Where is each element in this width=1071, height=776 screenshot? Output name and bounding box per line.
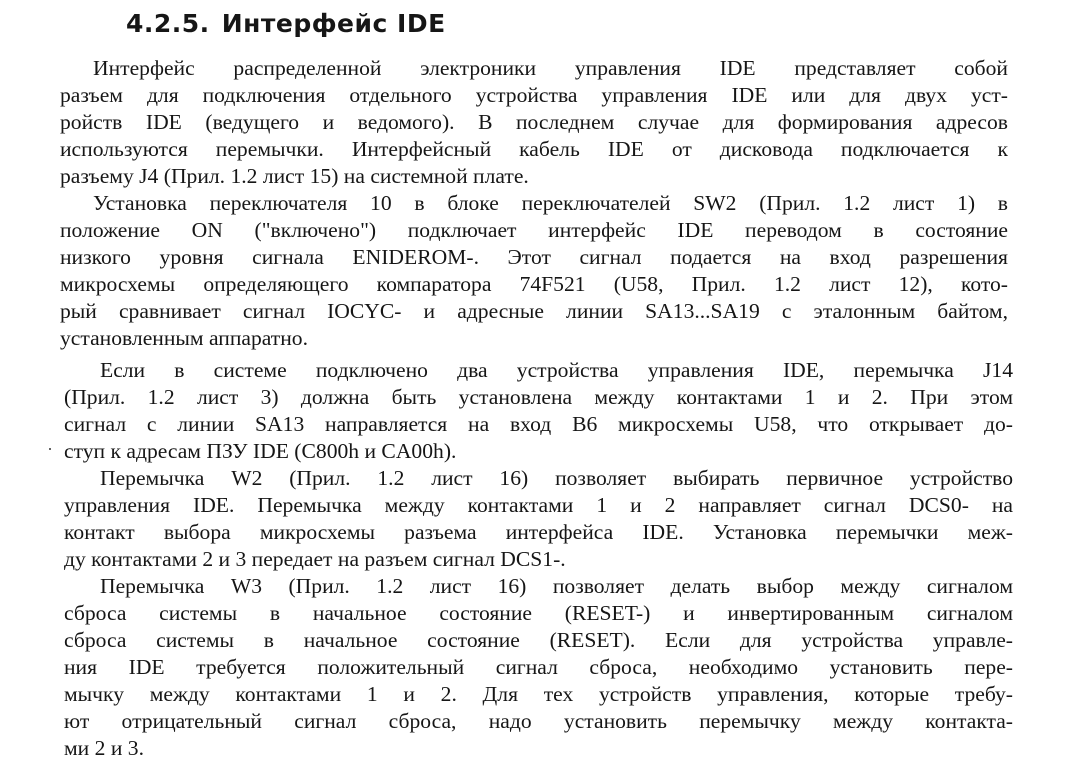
paragraph-line: Перемычка W2 (Прил. 1.2 лист 16) позволяет выбирать первичное устройство bbox=[100, 466, 1013, 490]
paragraph-line: ния IDE требуется положительный сигнал сброса, необходимо установить пере- bbox=[64, 655, 1013, 679]
paragraph-line: ступ к адресам ПЗУ IDE (C800h и CA00h). bbox=[64, 439, 457, 463]
paragraph-line: Интерфейс распределенной электроники управления IDE представляет собой bbox=[93, 56, 1008, 80]
paragraph-line: микросхемы определяющего компаратора 74F521 (U58, Прил. 1.2 лист 12), кото- bbox=[60, 272, 1008, 296]
paragraph-line: сброса системы в начальное состояние (RESET). Если для устройства управле- bbox=[64, 628, 1013, 652]
paragraph-line: установленным аппаратно. bbox=[60, 326, 308, 350]
paragraph-line: контакт выбора микросхемы разъема интерфейса IDE. Установка перемычки меж- bbox=[64, 520, 1013, 544]
paragraph-line: (Прил. 1.2 лист 3) должна быть установлена между контактами 1 и 2. При этом bbox=[64, 385, 1013, 409]
paragraph-line: ройств IDE (ведущего и ведомого). В последнем случае для формирования адресов bbox=[60, 110, 1008, 134]
paragraph-line: ду контактами 2 и 3 передает на разъем сигнал DCS1-. bbox=[64, 547, 566, 571]
paragraph-line: мычку между контактами 1 и 2. Для тех устройств управления, которые требу- bbox=[64, 682, 1013, 706]
scan-speck bbox=[49, 448, 51, 450]
paragraph-line: положение ON ("включено") подключает интерфейс IDE переводом в состояние bbox=[60, 218, 1008, 242]
paragraph-line: используются перемычки. Интерфейсный кабель IDE от дисковода подключается к bbox=[60, 137, 1008, 161]
paragraph-line: сигнал с линии SA13 направляется на вход B6 микросхемы U58, что открывает до- bbox=[64, 412, 1013, 436]
paragraph-line: ют отрицательный сигнал сброса, надо установить перемычку между контакта- bbox=[64, 709, 1013, 733]
paragraph-line: рый сравнивает сигнал IOCYC- и адресные линии SA13...SA19 с эталонным байтом, bbox=[60, 299, 1008, 323]
paragraph-line: ми 2 и 3. bbox=[64, 736, 144, 760]
section-heading bbox=[126, 4, 446, 44]
paragraph-line: Если в системе подключено два устройства управления IDE, перемычка J14 bbox=[100, 358, 1013, 382]
section-number: 4.2.5. bbox=[126, 9, 210, 38]
paragraph-line: низкого уровня сигнала ENIDEROM-. Этот сигнал подается на вход разрешения bbox=[60, 245, 1008, 269]
paragraph-line: разъему J4 (Прил. 1.2 лист 15) на системной плате. bbox=[60, 164, 529, 188]
paragraph-line: Перемычка W3 (Прил. 1.2 лист 16) позволяет делать выбор между сигналом bbox=[100, 574, 1013, 598]
paragraph-line: сброса системы в начальное состояние (RESET-) и инвертированным сигналом bbox=[64, 601, 1013, 625]
paragraph-line: управления IDE. Перемычка между контактами 1 и 2 направляет сигнал DCS0- на bbox=[64, 493, 1013, 517]
paragraph-line: разъем для подключения отдельного устройства управления IDE или для двух уст- bbox=[60, 83, 1008, 107]
section-title: Интерфейс IDE bbox=[221, 9, 446, 38]
paragraph-line: Установка переключателя 10 в блоке переключателей SW2 (Прил. 1.2 лист 1) в bbox=[93, 191, 1008, 215]
